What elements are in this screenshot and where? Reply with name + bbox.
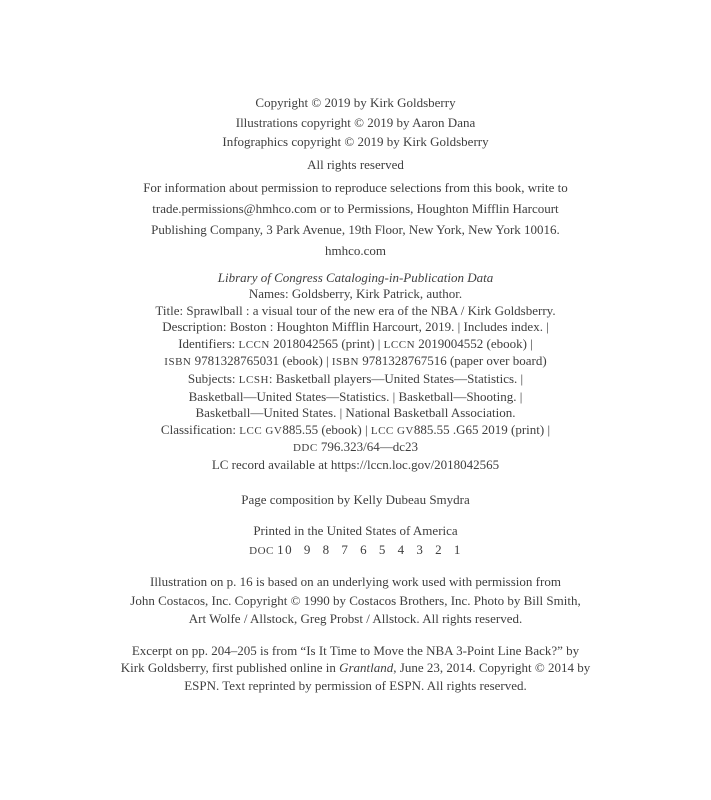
publisher-website: hmhco.com — [324, 243, 386, 258]
cip-names: Names: Goldsberry, Kirk Patrick, author. — [248, 286, 463, 302]
copyright-line-infographics: Infographics copyright © 2019 by Kirk Goldsberry — [222, 134, 489, 149]
permissions-block — [0, 177, 711, 240]
cip-classification: Classification: LCC GV885.55 (ebook) | LCC GV885.55 .G65 2019 (print) | — [160, 421, 551, 437]
copyright-line-author: Copyright © 2019 by Kirk Goldsberry — [255, 95, 456, 110]
illustration-credit-block — [0, 573, 711, 629]
cip-block — [0, 270, 711, 474]
cip-title: Title: Sprawlball : a visual tour of the new era of the NBA / Kirk Goldsberry. — [155, 302, 556, 318]
excerpt-credit-block — [0, 642, 711, 695]
printer-code-line: DOC 10 9 8 7 6 5 4 3 2 1 — [249, 542, 462, 558]
permissions-line-3: Publishing Company, 3 Park Avenue, 19th Floor, New York, New York 10016. — [151, 222, 560, 237]
rights-block — [0, 155, 711, 175]
copyright-line-illustrations: Illustrations copyright © 2019 by Aaron Dana — [235, 114, 476, 130]
excerpt-credit-line-3: ESPN. Text reprinted by permission of ESPN. All rights reserved. — [184, 677, 527, 693]
illustration-credit-line-1: Illustration on p. 16 is based on an underlying work used with permission from — [150, 574, 561, 590]
publisher-website-block — [0, 241, 711, 261]
cip-isbn: ISBN 9781328765031 (ebook) | ISBN 9781328767516 (paper over board) — [164, 353, 547, 369]
permissions-line-1: For information about permission to reproduce selections from this book, write to — [143, 180, 568, 195]
all-rights-reserved: All rights reserved — [307, 156, 404, 172]
illustration-credit-line-2: John Costacos, Inc. Copyright © 1990 by Costacos Brothers, Inc. Photo by Bill Smith, — [130, 592, 581, 608]
cip-heading: Library of Congress Cataloging-in-Publication Data — [217, 269, 494, 285]
cip-ddc: DDC 796.323/64—dc23 — [292, 439, 419, 455]
composition-block — [0, 490, 711, 510]
cip-identifiers: Identifiers: LCCN 2018042565 (print) | LCCN 2019004552 (ebook) | — [178, 335, 533, 351]
printed-in-line: Printed in the United States of America — [253, 523, 458, 539]
illustration-credit-line-3: Art Wolfe / Allstock, Greg Probst / Allstock. All rights reserved. — [188, 611, 523, 627]
cip-subjects-3: Basketball—United States. | National Basketball Association. — [195, 405, 516, 421]
cip-lc-record: LC record available at https://lccn.loc.gov/2018042565 — [211, 457, 500, 473]
cip-description: Description: Boston : Houghton Mifflin Harcourt, 2019. | Includes index. | — [162, 319, 549, 335]
printing-block — [0, 521, 711, 561]
permissions-line-2: trade.permissions@hmhco.com or to Permissions, Houghton Mifflin Harcourt — [152, 201, 559, 216]
cip-subjects-1: Subjects: LCSH: Basketball players—United States—Statistics. | — [187, 371, 524, 387]
copyright-block — [0, 93, 711, 152]
page-composition-credit: Page composition by Kelly Dubeau Smydra — [241, 491, 470, 507]
excerpt-credit-line-1: Excerpt on pp. 204–205 is from “Is It Time to Move the NBA 3-Point Line Back?” by — [131, 642, 580, 658]
excerpt-credit-line-2: Kirk Goldsberry, first published online in Grantland, June 23, 2014. Copyright © 2014 by — [120, 660, 591, 676]
cip-subjects-2: Basketball—United States—Statistics. | Basketball—Shooting. | — [188, 388, 523, 404]
